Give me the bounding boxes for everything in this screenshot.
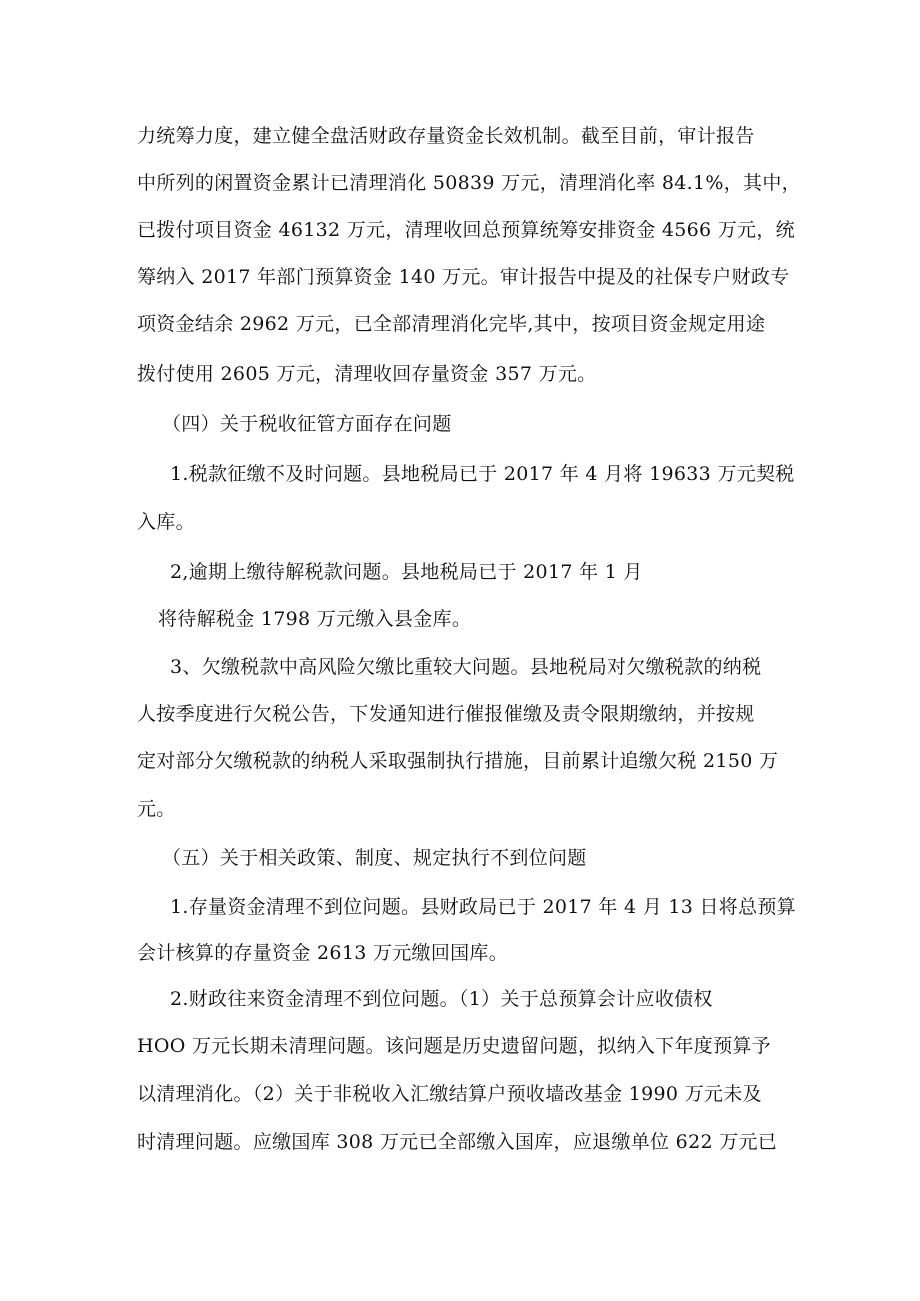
text-line: 3、欠缴税款中高风险欠缴比重较大问题。县地税局对欠缴税款的纳税 bbox=[170, 656, 762, 678]
text-line: 会计核算的存量资金 2613 万元缴回国库。 bbox=[137, 942, 509, 964]
section-heading: （四）关于税收征管方面存在问题 bbox=[162, 413, 452, 435]
text-line: 项资金结余 2962 万元，已全部清理消化完毕,其中，按项目资金规定用途 bbox=[137, 313, 766, 335]
text-line: 1.存量资金清理不到位问题。县财政局已于 2017 年 4 月 13 日将总预算 bbox=[170, 896, 796, 918]
text-line: 1.税款征缴不及时问题。县地税局已于 2017 年 4 月将 19633 万元契税 bbox=[170, 463, 795, 485]
text-line: 将待解税金 1798 万元缴入县金库。 bbox=[158, 608, 472, 630]
text-line: 入库。 bbox=[137, 511, 195, 533]
text-line: 2,逾期上缴待解税款问题。县地税局已于 2017 年 1 月 bbox=[170, 561, 643, 583]
text-line: 拨付使用 2605 万元，清理收回存量资金 357 万元。 bbox=[137, 363, 597, 385]
text-line: 以清理消化。（2）关于非税收入汇缴结算户预收墙改基金 1990 万元未及 bbox=[137, 1083, 762, 1105]
text-line: 人按季度进行欠税公告，下发通知进行催报催缴及责令限期缴纳，并按规 bbox=[137, 703, 755, 725]
text-line: 已拨付项目资金 46132 万元，清理收回总预算统筹安排资金 4566 万元，统 bbox=[137, 219, 795, 241]
section-heading: （五）关于相关政策、制度、规定执行不到位问题 bbox=[162, 847, 587, 869]
text-line: HOO 万元长期未清理问题。该问题是历史遗留问题，拟纳入下年度预算予 bbox=[137, 1035, 771, 1057]
text-line: 筹纳入 2017 年部门预算资金 140 万元。审计报告中提及的社保专户财政专 bbox=[137, 266, 790, 288]
text-line: 中所列的闲置资金累计已清理消化 50839 万元，清理消化率 84.1%，其中， bbox=[137, 172, 801, 194]
text-line: 力统筹力度，建立健全盘活财政存量资金长效机制。截至目前，审计报告 bbox=[137, 125, 755, 147]
text-line: 2.财政往来资金清理不到位问题。（1）关于总预算会计应收债权 bbox=[170, 988, 713, 1010]
text-line: 时清理问题。应缴国库 308 万元已全部缴入国库，应退缴单位 622 万元已 bbox=[137, 1131, 778, 1153]
text-line: 元。 bbox=[137, 798, 176, 820]
text-line: 定对部分欠缴税款的纳税人采取强制执行措施，目前累计追缴欠税 2150 万 bbox=[137, 750, 779, 772]
